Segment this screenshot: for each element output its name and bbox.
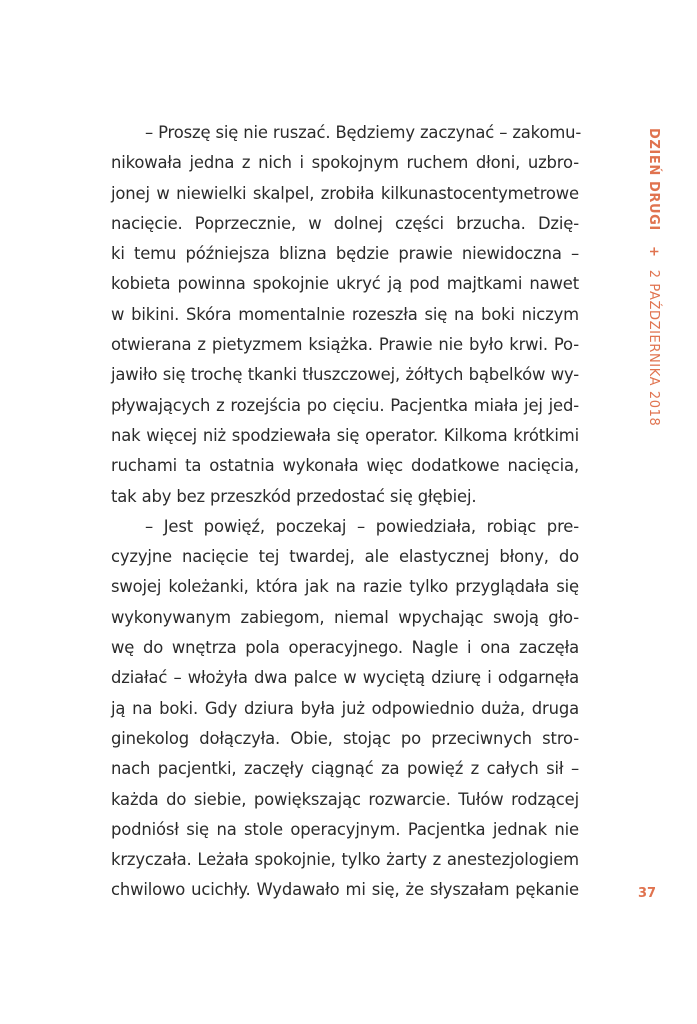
text-line: podniósł się na stole operacyjnym. Pacjentka jednak nie <box>111 819 579 839</box>
text-line: nak więcej niż spodziewała się operator. Kilkoma krótkimi <box>111 425 579 445</box>
running-head <box>641 128 665 427</box>
text-line: nach pacjentki, zaczęły ciągnąć za powięź z całych sił – <box>111 759 579 779</box>
chapter-date: 2 PAŹDZIERNIKA 2018 <box>646 269 661 427</box>
text-line: krzyczała. Leżała spokojnie, tylko żarty z anestezjologiem <box>111 850 579 870</box>
text-line: – Jest powięź, poczekaj – powiedziała, robiąc pre- <box>145 516 579 536</box>
text-line: chwilowo ucichły. Wydawało mi się, że słyszałam pękanie <box>111 880 579 900</box>
text-line: wę do wnętrza pola operacyjnego. Nagle i ona zaczęła <box>111 638 579 658</box>
text-line: ją na boki. Gdy dziura była już odpowiednio duża, druga <box>111 698 579 718</box>
text-line: ruchami ta ostatnia wykonała więc dodatkowe nacięcia, <box>111 456 579 476</box>
text-line: – Proszę się nie ruszać. Będziemy zaczynać – zakomu- <box>145 123 582 142</box>
text-line: tak aby bez przeszkód przedostać się głębiej. <box>111 486 477 506</box>
text-line: w bikini. Skóra momentalnie rozeszła się na boki niczym <box>111 304 579 324</box>
text-line: działać – włożyła dwa palce w wyciętą dziurę i odgarnęła <box>111 668 579 688</box>
page-number: 37 <box>638 886 657 901</box>
text-line: swojej koleżanki, która jak na razie tylko przyglądała się <box>111 577 579 597</box>
text-line: nacięcie. Poprzecznie, w dolnej części brzucha. Dzię- <box>111 213 579 233</box>
text-line: ki temu późniejsza blizna będzie prawie niewidoczna – <box>111 244 579 264</box>
plus-separator-icon: + <box>646 245 661 258</box>
text-line: pływających z rozejścia po cięciu. Pacjentka miała jej jed- <box>111 395 579 415</box>
text-line: ginekolog dołączyła. Obie, stojąc po przeciwnych stro- <box>111 728 579 748</box>
text-line: nikowała jedna z nich i spokojnym ruchem dłoni, uzbro- <box>111 153 579 173</box>
chapter-title: DZIEŃ DRUGI <box>646 128 661 231</box>
text-line: jawiło się trochę tkanki tłuszczowej, żółtych bąbelków wy- <box>111 365 579 385</box>
text-line: każda do siebie, powiększając rozwarcie. Tułów rodzącej <box>111 789 579 809</box>
text-line: kobieta powinna spokojnie ukryć ją pod majtkami nawet <box>111 274 579 294</box>
text-line: otwierana z pietyzmem książka. Prawie nie było krwi. Po- <box>111 335 579 355</box>
text-line: jonej w niewielki skalpel, zrobiła kilkunastocentymetrowe <box>111 183 579 203</box>
body-text <box>111 118 582 906</box>
text-line: cyzyjne nacięcie tej twardej, ale elastycznej błony, do <box>111 547 579 567</box>
text-line: wykonywanym zabiegom, niemal wpychając swoją gło- <box>111 607 579 627</box>
